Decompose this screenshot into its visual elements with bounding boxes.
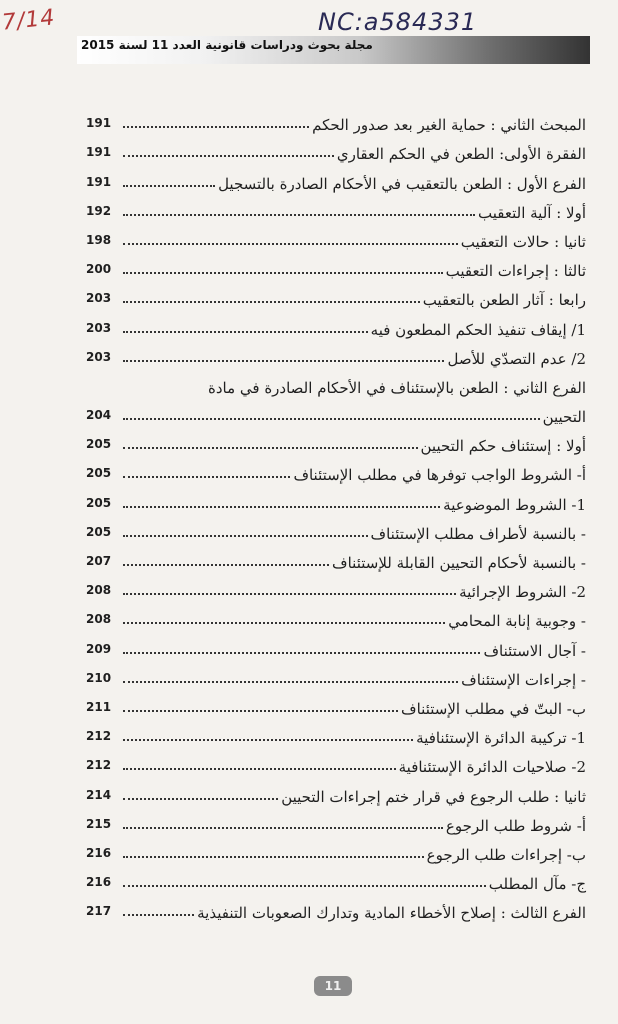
- toc-entry-page: 208: [86, 612, 112, 627]
- toc-entry-title: أ- شروط طلب الرجوع: [445, 816, 586, 835]
- toc-entry: [86, 368, 586, 426]
- toc-entry-title: أولا : آلية التعقيب: [478, 203, 586, 222]
- toc-entry-title: ثانيا : طلب الرجوع في قرار ختم إجراءات التحيين: [281, 787, 586, 806]
- toc-entry-title: - بالنسبة لأطراف مطلب الإستئناف: [370, 524, 586, 543]
- toc-entry: [86, 134, 586, 163]
- toc-entry: [86, 601, 586, 630]
- toc-entry-page: 205: [86, 495, 112, 510]
- journal-header-bar: [77, 36, 590, 64]
- toc-entry: [86, 747, 586, 776]
- toc-entry-page: 208: [86, 583, 112, 598]
- toc-entry-page: 212: [86, 758, 112, 773]
- page-number-badge: 11: [314, 976, 352, 996]
- toc-entry-title: 1- تركيبة الدائرة الإستئنافية: [416, 729, 586, 748]
- toc-leader-dots: [123, 506, 440, 508]
- toc-entry: [86, 893, 586, 922]
- toc-entry-title: ج- مآل المطلب: [488, 875, 586, 894]
- journal-title: مجلة بحوث ودراسات قانونية العدد 11 لسنة 2015: [81, 38, 373, 52]
- toc-leader-dots: [123, 360, 444, 362]
- toc-entry-title: ثانيا : حالات التعقيب: [460, 232, 586, 251]
- toc-entry-continuation: [86, 397, 586, 426]
- toc-entry-title: - وجوبية إنابة المحامي: [448, 612, 586, 631]
- toc-leader-dots: [123, 827, 443, 829]
- toc-entry-page: 203: [86, 320, 112, 335]
- toc-leader-dots: [123, 593, 456, 595]
- toc-leader-dots: [123, 768, 396, 770]
- toc-entry-page: 216: [86, 875, 112, 890]
- toc-entry-title-continued: التحيين: [542, 408, 586, 427]
- toc-entry: [86, 776, 586, 805]
- toc-leader-dots: [123, 739, 413, 741]
- toc-entry-page: 211: [86, 699, 112, 714]
- toc-entry: [86, 280, 586, 309]
- toc-entry: [86, 572, 586, 601]
- toc-entry-wrapped: [86, 368, 586, 426]
- toc-entry-page: 203: [86, 349, 112, 364]
- toc-entry-page: 203: [86, 291, 112, 306]
- toc-entry-title: 1/ إيقاف تنفيذ الحكم المطعون فيه: [370, 320, 586, 339]
- toc-entry: [86, 660, 586, 689]
- toc-entry-title: المبحث الثاني : حماية الغير بعد صدور الحكم: [312, 116, 586, 135]
- table-of-contents: [86, 105, 586, 922]
- toc-entry-title: ب- إجراءات طلب الرجوع: [426, 845, 586, 864]
- toc-entry-title: 1- الشروط الموضوعية: [443, 495, 586, 514]
- toc-entry-page: 191: [86, 145, 112, 160]
- toc-leader-dots: [123, 476, 290, 478]
- toc-entry: [86, 309, 586, 338]
- toc-entry: [86, 630, 586, 659]
- toc-entry-title: 2/ عدم التصدّي للأصل: [447, 349, 586, 368]
- toc-leader-dots: [123, 856, 424, 858]
- toc-entry-title: ثالثا : إجراءات التعقيب: [445, 262, 586, 281]
- toc-entry-title: الفرع الثاني : الطعن بالإستئناف في الأحكام الصادرة في مادة: [207, 378, 586, 397]
- toc-entry-page: 207: [86, 554, 112, 568]
- toc-leader-dots: [123, 185, 215, 187]
- toc-entry-page: 209: [86, 641, 112, 656]
- faded-stamp: [110, 6, 280, 30]
- toc-entry-title: - بالنسبة لأحكام التحيين القابلة للإستئناف: [332, 554, 586, 572]
- toc-leader-dots: [123, 447, 418, 449]
- toc-leader-dots: [123, 418, 540, 420]
- toc-entry-title: أ- الشروط الواجب توفرها في مطلب الإستئناف: [293, 466, 586, 485]
- toc-entry: [86, 339, 586, 368]
- handwritten-annotation-left: 7/14: [0, 5, 57, 36]
- toc-leader-dots: [123, 535, 368, 537]
- toc-entry: [86, 163, 586, 192]
- toc-entry: [86, 514, 586, 543]
- handwritten-reference-number: NC:a584331: [318, 8, 478, 36]
- toc-entry: [86, 455, 586, 484]
- toc-leader-dots: [123, 710, 398, 712]
- toc-entry: [86, 484, 586, 513]
- toc-entry-title: ب- البتّ في مطلب الإستئناف: [401, 699, 586, 718]
- toc-entry-page: 205: [86, 466, 112, 481]
- toc-entry: [86, 222, 586, 251]
- toc-entry-title: 2- الشروط الإجرائية: [459, 583, 586, 602]
- toc-entry-page: 191: [86, 174, 112, 189]
- toc-entry: [86, 718, 586, 747]
- toc-leader-dots: [123, 652, 480, 654]
- toc-entry-title: الفرع الأول : الطعن بالتعقيب في الأحكام الصادرة بالتسجيل: [218, 174, 586, 193]
- toc-entry: [86, 689, 586, 718]
- toc-leader-dots: [123, 126, 309, 128]
- toc-entry-page: 215: [86, 816, 112, 831]
- toc-leader-dots: [123, 564, 329, 566]
- toc-entry: [86, 835, 586, 864]
- toc-entry-page: 217: [86, 904, 112, 919]
- toc-entry-title: أولا : إستئناف حكم التحيين: [420, 437, 586, 456]
- toc-entry: [86, 426, 586, 455]
- toc-entry-title: الفقرة الأولى: الطعن في الحكم العقاري: [336, 145, 586, 164]
- toc-entry-page: 191: [86, 116, 112, 131]
- toc-entry-title: - إجراءات الإستئناف: [461, 670, 586, 689]
- toc-entry: [86, 864, 586, 893]
- toc-entry-page: 216: [86, 845, 112, 860]
- toc-leader-dots: [123, 301, 420, 303]
- toc-entry-page: 192: [86, 203, 112, 218]
- toc-entry: [86, 251, 586, 280]
- toc-leader-dots: [123, 681, 458, 683]
- toc-entry-title: - آجال الاستئناف: [483, 641, 586, 660]
- toc-entry-title: الفرع الثالث : إصلاح الأخطاء المادية وتدارك الصعوبات التنفيذية: [197, 904, 586, 923]
- toc-entry-page: 214: [86, 787, 112, 802]
- toc-leader-dots: [123, 622, 445, 624]
- toc-entry: [86, 806, 586, 835]
- toc-leader-dots: [123, 914, 194, 916]
- toc-leader-dots: [123, 331, 368, 333]
- toc-leader-dots: [123, 272, 443, 274]
- toc-leader-dots: [123, 798, 278, 800]
- toc-leader-dots: [123, 155, 334, 157]
- toc-entry-page: 210: [86, 670, 112, 685]
- toc-entry-title: 2- صلاحيات الدائرة الإستئنافية: [398, 758, 586, 777]
- toc-entry-page: 205: [86, 524, 112, 539]
- toc-entry-page: 205: [86, 437, 112, 452]
- toc-leader-dots: [123, 214, 475, 216]
- toc-entry: [86, 105, 586, 134]
- toc-leader-dots: [123, 243, 458, 245]
- toc-leader-dots: [123, 885, 486, 887]
- toc-entry-page: 212: [86, 729, 112, 744]
- toc-entry: [86, 543, 586, 572]
- toc-entry-page: 198: [86, 232, 112, 247]
- toc-entry: [86, 193, 586, 222]
- toc-entry-page: 204: [86, 408, 112, 423]
- toc-entry-title: رابعا : آثار الطعن بالتعقيب: [422, 291, 586, 310]
- toc-entry-page: 200: [86, 262, 112, 277]
